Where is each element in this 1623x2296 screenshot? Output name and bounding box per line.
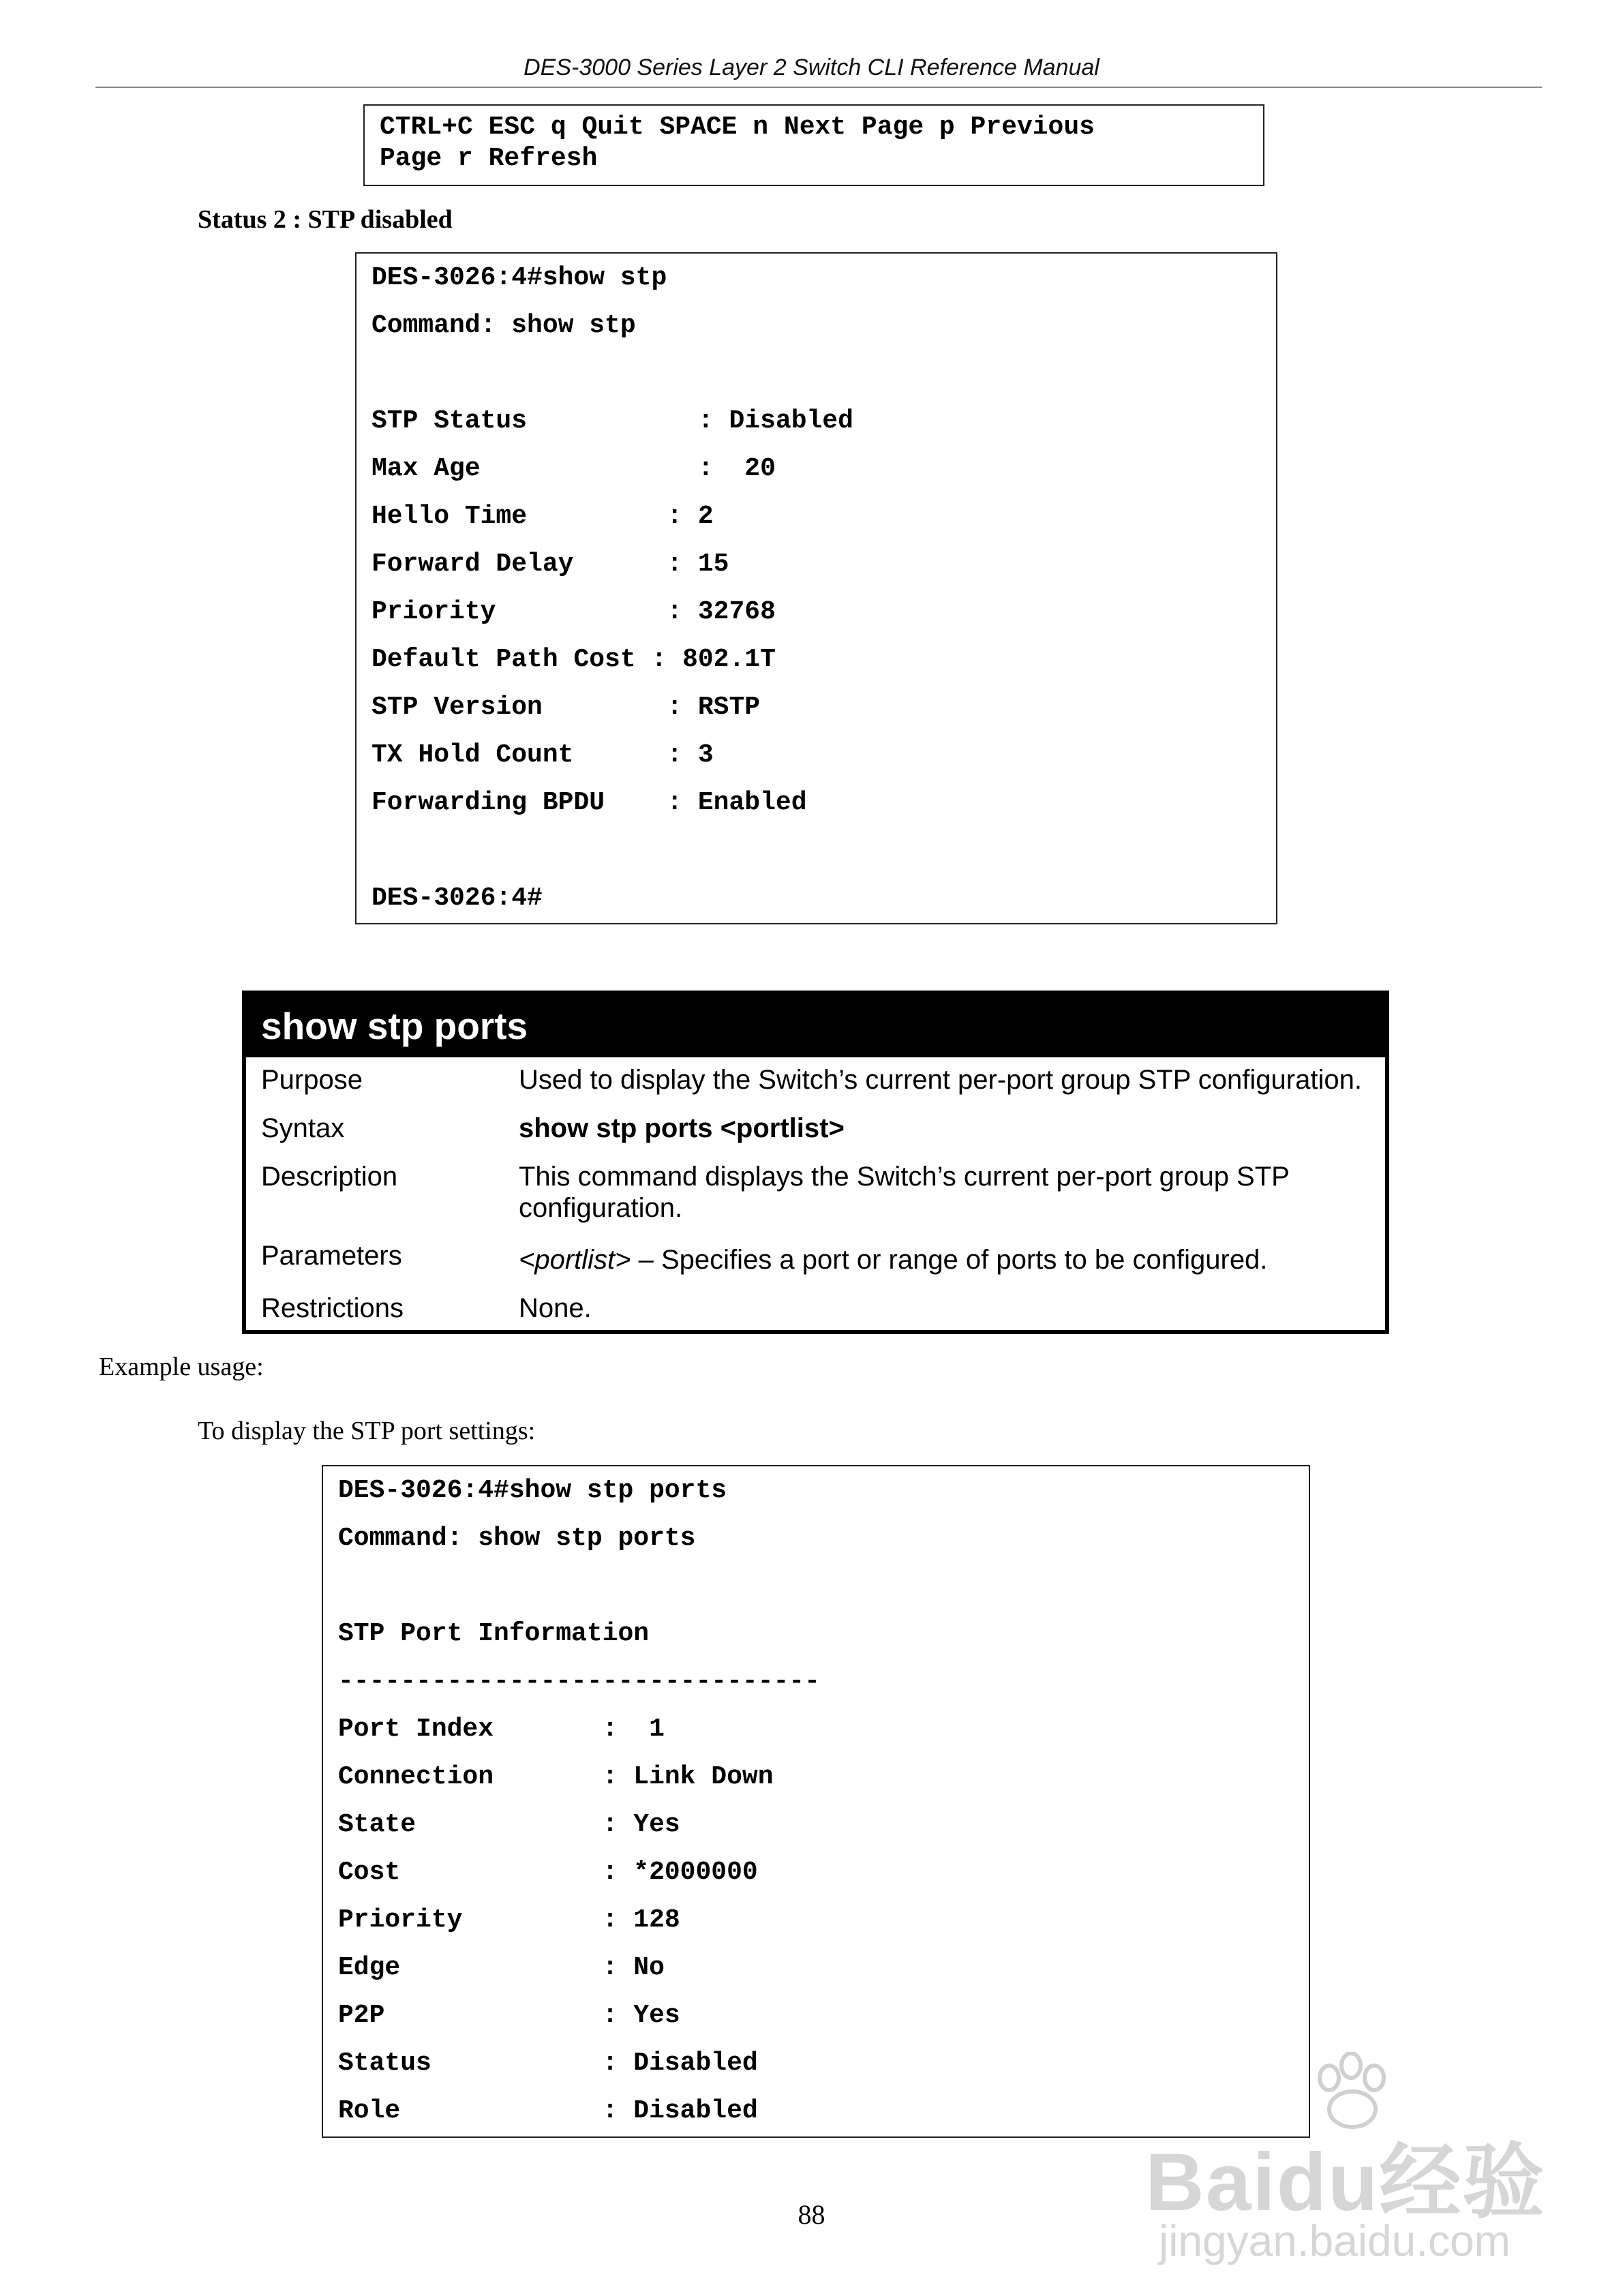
terminal-line: Forward Delay : 15 bbox=[371, 549, 729, 579]
status2-heading: Status 2 : STP disabled bbox=[198, 205, 453, 234]
show-stp-output bbox=[355, 252, 1277, 924]
terminal-line: P2P : Yes bbox=[338, 2001, 680, 2030]
show-stp-ports-output bbox=[322, 1465, 1310, 2138]
parameters-term: <portlist> bbox=[519, 1245, 631, 1275]
header-rule bbox=[95, 87, 1542, 88]
terminal-line: DES-3026:4#show stp bbox=[371, 263, 667, 292]
terminal-line: Role : Disabled bbox=[338, 2096, 758, 2126]
watermark bbox=[1145, 2052, 1554, 2277]
terminal-line: DES-3026:4# bbox=[371, 883, 543, 913]
terminal-line: Command: show stp ports bbox=[338, 1524, 696, 1553]
syntax-label: Syntax bbox=[261, 1113, 345, 1143]
restrictions-label: Restrictions bbox=[261, 1293, 404, 1323]
terminal-line: Forwarding BPDU : Enabled bbox=[371, 788, 807, 817]
terminal-line: Priority : 32768 bbox=[371, 597, 776, 626]
terminal-line: DES-3026:4#show stp ports bbox=[338, 1476, 727, 1505]
page-number: 88 bbox=[798, 2199, 825, 2230]
watermark-brand: Baidu经验 bbox=[1145, 2136, 1546, 2228]
terminal-line: Port Index : 1 bbox=[338, 1715, 665, 1744]
purpose-value: Used to display the Switch’s current per-port group STP configuration. bbox=[519, 1065, 1362, 1095]
running-header: DES-3000 Series Layer 2 Switch CLI Reference Manual bbox=[524, 55, 1099, 80]
syntax-value: show stp ports <portlist> bbox=[519, 1113, 845, 1143]
parameters-desc: – Specifies a port or range of ports to be configured. bbox=[631, 1245, 1268, 1275]
nav-hint-line: CTRL+C ESC q Quit SPACE n Next Page p Previous bbox=[380, 112, 1095, 142]
terminal-line: Default Path Cost : 802.1T bbox=[371, 645, 776, 674]
purpose-label: Purpose bbox=[261, 1065, 363, 1095]
terminal-line: TX Hold Count : 3 bbox=[371, 740, 714, 770]
parameters-label: Parameters bbox=[261, 1241, 402, 1271]
command-title: show stp ports bbox=[246, 995, 1385, 1057]
terminal-line: State : Yes bbox=[338, 1810, 680, 1839]
terminal-line: Priority : 128 bbox=[338, 1905, 680, 1935]
terminal-line: Status : Disabled bbox=[338, 2049, 758, 2078]
watermark-url: jingyan.baidu.com bbox=[1159, 2216, 1511, 2265]
terminal-line: Cost : *2000000 bbox=[338, 1858, 758, 1887]
command-table bbox=[242, 991, 1389, 1334]
restrictions-value: None. bbox=[519, 1293, 592, 1323]
terminal-line: ------------------------------- bbox=[338, 1667, 820, 1696]
terminal-line: Max Age : 20 bbox=[371, 454, 776, 483]
terminal-line: STP Status : Disabled bbox=[371, 406, 853, 436]
terminal-line: STP Version : RSTP bbox=[371, 693, 761, 722]
terminal-line: Edge : No bbox=[338, 1953, 665, 1982]
terminal-line: Connection : Link Down bbox=[338, 1762, 774, 1792]
description-label: Description bbox=[261, 1162, 398, 1192]
parameters-value bbox=[519, 1244, 1378, 1275]
terminal-line: STP Port Information bbox=[338, 1619, 650, 1648]
terminal-line: Command: show stp bbox=[371, 311, 636, 340]
nav-hint-box bbox=[363, 104, 1264, 186]
nav-hint-line: Page r Refresh bbox=[380, 144, 598, 173]
description-value: This command displays the Switch’s current per-port group STP configuration. bbox=[519, 1162, 1290, 1223]
example-intro: To display the STP port settings: bbox=[198, 1417, 536, 1445]
terminal-line: Hello Time : 2 bbox=[371, 502, 714, 531]
example-usage-label: Example usage: bbox=[99, 1353, 264, 1381]
